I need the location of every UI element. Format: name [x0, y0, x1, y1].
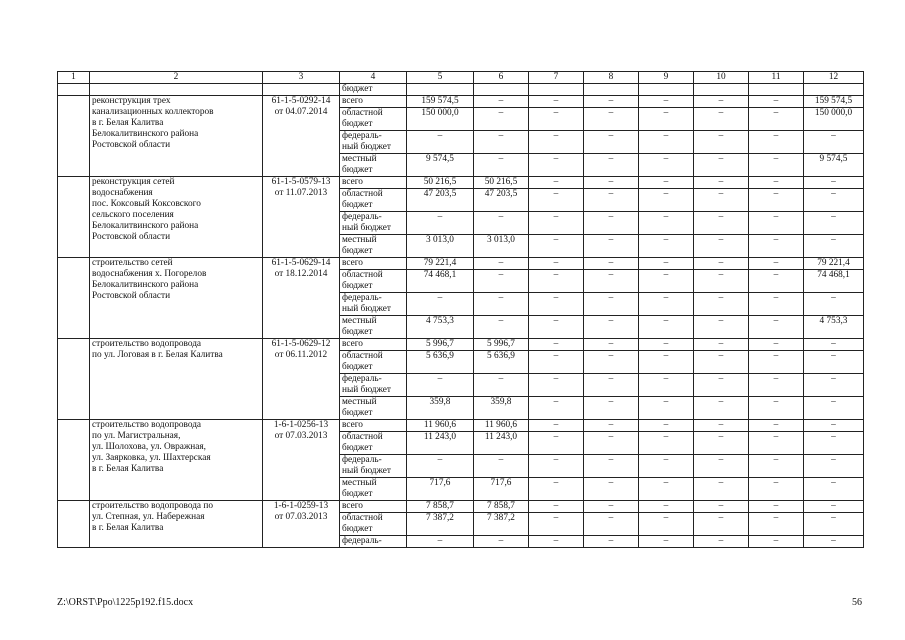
value-cell-col-11: –: [749, 154, 804, 177]
value-cell-col-8: –: [584, 478, 639, 501]
budget-type-cell: областной бюджет: [340, 513, 407, 536]
document-code-cell: 61-1-5-0579-13 от 11.07.2013: [263, 177, 340, 258]
value-cell-col-5: 9 574,5: [407, 154, 474, 177]
value-cell-col-10: –: [694, 235, 749, 258]
value-cell-col-10: –: [694, 108, 749, 131]
value-cell-col-8: –: [584, 258, 639, 270]
value-cell-col-12: 79 221,4: [804, 258, 864, 270]
value-cell-col-11: –: [749, 177, 804, 189]
value-cell-col-10: –: [694, 258, 749, 270]
document-code-cell: 61-1-5-0629-14 от 18.12.2014: [263, 258, 340, 339]
value-cell-col-5: 50 216,5: [407, 177, 474, 189]
value-cell-col-8: –: [584, 177, 639, 189]
value-cell-col-11: –: [749, 293, 804, 316]
value-cell-col-9: –: [639, 351, 694, 374]
value-cell-col-5: –: [407, 131, 474, 154]
value-cell-col-5: 717,6: [407, 478, 474, 501]
value-cell-col-9: –: [639, 154, 694, 177]
budget-table: [57, 71, 864, 548]
object-name-cell: строительство сетей водоснабжения х. Погорелов Белокалитвинского района Ростовской области: [90, 258, 263, 339]
budget-type-cell: областной бюджет: [340, 270, 407, 293]
value-cell-col-8: –: [584, 189, 639, 212]
value-cell-col-12: 150 000,0: [804, 108, 864, 131]
object-name-cell: строительство водопровода по ул. Логовая в г. Белая Калитва: [90, 339, 263, 420]
budget-type-cell: всего: [340, 258, 407, 270]
value-cell-col-6: 50 216,5: [474, 177, 529, 189]
value-cell-col-9: –: [639, 420, 694, 432]
value-cell-col-5: 79 221,4: [407, 258, 474, 270]
value-cell-col-8: –: [584, 351, 639, 374]
budget-type-cell: местный бюджет: [340, 235, 407, 258]
value-cell-col-12: –: [804, 536, 864, 548]
value-cell-col-12: –: [804, 501, 864, 513]
value-cell-col-11: –: [749, 455, 804, 478]
budget-type-cell: областной бюджет: [340, 351, 407, 374]
value-cell-col-5: 5 636,9: [407, 351, 474, 374]
value-cell-col-8: –: [584, 455, 639, 478]
value-cell-col-6: 359,8: [474, 397, 529, 420]
header-col-3: 3: [263, 72, 340, 84]
value-cell-col-10: –: [694, 339, 749, 351]
value-cell-col-6: –: [474, 270, 529, 293]
value-cell-col-9: –: [639, 536, 694, 548]
value-cell-col-10: –: [694, 189, 749, 212]
header-col-4: 4: [340, 72, 407, 84]
continued-row: [58, 84, 864, 96]
value-cell-col-8: –: [584, 339, 639, 351]
value-cell-col-8: –: [584, 96, 639, 108]
value-cell-col-8: –: [584, 432, 639, 455]
value-cell-col-7: –: [529, 501, 584, 513]
value-cell-col-10: –: [694, 397, 749, 420]
value-cell-col-10: –: [694, 154, 749, 177]
value-cell-col-9: –: [639, 177, 694, 189]
value-cell-col-6: 5 996,7: [474, 339, 529, 351]
value-cell-col-9: –: [639, 397, 694, 420]
value-cell-col-6: –: [474, 108, 529, 131]
value-cell-col-11: –: [749, 351, 804, 374]
value-cell-col-7: –: [529, 420, 584, 432]
table-row: [58, 339, 864, 351]
value-cell-col-5: 11 960,6: [407, 420, 474, 432]
value-cell-col-10: –: [694, 212, 749, 235]
value-cell-col-11: –: [749, 478, 804, 501]
budget-type-cell: всего: [340, 501, 407, 513]
value-cell-col-5: 7 858,7: [407, 501, 474, 513]
budget-type-cell: областной бюджет: [340, 189, 407, 212]
value-cell-col-6: –: [474, 536, 529, 548]
value-cell-col-11: –: [749, 432, 804, 455]
budget-type-cell: всего: [340, 96, 407, 108]
value-cell-col-12: –: [804, 420, 864, 432]
value-cell-col-10: –: [694, 478, 749, 501]
value-cell-col-11: –: [749, 501, 804, 513]
value-cell-col-6: 11 960,6: [474, 420, 529, 432]
object-name-cell: реконструкция сетей водоснабжения пос. Коксовый Коксовского сельского поселения Белокалитвинского района Ростовской области: [90, 177, 263, 258]
value-cell-col-6: 7 387,2: [474, 513, 529, 536]
value-cell-col-11: –: [749, 316, 804, 339]
value-cell-col-12: –: [804, 177, 864, 189]
value-cell-col-7: –: [529, 189, 584, 212]
value-cell-col-9: –: [639, 270, 694, 293]
document-code-cell: 1-6-1-0256-13 от 07.03.2013: [263, 420, 340, 501]
value-cell-col-12: –: [804, 339, 864, 351]
value-cell-col-8: –: [584, 374, 639, 397]
value-cell-col-10: –: [694, 96, 749, 108]
value-cell-col-12: 159 574,5: [804, 96, 864, 108]
value-cell-col-7: –: [529, 374, 584, 397]
value-cell-col-6: –: [474, 258, 529, 270]
budget-type-cell: федераль-: [340, 536, 407, 548]
value-cell-col-11: –: [749, 131, 804, 154]
value-cell-col-9: –: [639, 212, 694, 235]
header-col-1: 1: [58, 72, 90, 84]
value-cell-col-9: –: [639, 96, 694, 108]
header-col-12: 12: [804, 72, 864, 84]
value-cell-col-7: –: [529, 293, 584, 316]
footer-file-path: Z:\ORST\Ppo\1225p192.f15.docx: [57, 597, 194, 608]
value-cell-col-6: 3 013,0: [474, 235, 529, 258]
object-name-cell: строительство водопровода по ул. Магистральная, ул. Шолохова, ул. Овражная, ул. Заярковка, ул. Шахтерская в г. Белая Калитва: [90, 420, 263, 501]
value-cell-col-7: –: [529, 455, 584, 478]
header-col-11: 11: [749, 72, 804, 84]
table-row: [58, 258, 864, 270]
table-row: [58, 501, 864, 513]
value-cell-col-7: –: [529, 351, 584, 374]
value-cell-col-9: –: [639, 108, 694, 131]
value-cell-col-8: –: [584, 293, 639, 316]
value-cell-col-10: –: [694, 536, 749, 548]
value-cell-col-11: –: [749, 258, 804, 270]
value-cell-col-12: –: [804, 235, 864, 258]
value-cell-col-10: –: [694, 293, 749, 316]
value-cell-col-5: 74 468,1: [407, 270, 474, 293]
value-cell-col-5: 150 000,0: [407, 108, 474, 131]
value-cell-col-9: –: [639, 374, 694, 397]
value-cell-col-11: –: [749, 189, 804, 212]
value-cell-col-7: –: [529, 235, 584, 258]
value-cell-col-12: –: [804, 351, 864, 374]
value-cell-col-5: –: [407, 374, 474, 397]
budget-type-cell: бюджет: [340, 84, 407, 96]
header-col-10: 10: [694, 72, 749, 84]
value-cell-col-5: 4 753,3: [407, 316, 474, 339]
value-cell-col-7: –: [529, 513, 584, 536]
budget-type-cell: областной бюджет: [340, 432, 407, 455]
budget-type-cell: федераль- ный бюджет: [340, 293, 407, 316]
value-cell-col-9: –: [639, 258, 694, 270]
value-cell-col-9: –: [639, 501, 694, 513]
budget-type-cell: федераль- ный бюджет: [340, 131, 407, 154]
value-cell-col-9: –: [639, 189, 694, 212]
value-cell-col-7: –: [529, 108, 584, 131]
value-cell-col-7: –: [529, 316, 584, 339]
budget-type-cell: федераль- ный бюджет: [340, 212, 407, 235]
value-cell-col-5: –: [407, 293, 474, 316]
value-cell-col-9: –: [639, 513, 694, 536]
value-cell-col-6: –: [474, 212, 529, 235]
value-cell-col-10: –: [694, 513, 749, 536]
value-cell-col-11: –: [749, 212, 804, 235]
value-cell-col-12: –: [804, 293, 864, 316]
value-cell-col-7: –: [529, 432, 584, 455]
value-cell-col-11: –: [749, 270, 804, 293]
value-cell-col-9: –: [639, 293, 694, 316]
document-code-cell: 1-6-1-0259-13 от 07.03.2013: [263, 501, 340, 548]
budget-type-cell: всего: [340, 177, 407, 189]
object-name-cell: строительство водопровода по ул. Степная, ул. Набережная в г. Белая Калитва: [90, 501, 263, 548]
value-cell-col-10: –: [694, 455, 749, 478]
value-cell-col-7: –: [529, 397, 584, 420]
value-cell-col-7: –: [529, 270, 584, 293]
value-cell-col-12: –: [804, 432, 864, 455]
value-cell-col-6: –: [474, 374, 529, 397]
value-cell-col-8: –: [584, 536, 639, 548]
value-cell-col-6: 7 858,7: [474, 501, 529, 513]
value-cell-col-10: –: [694, 351, 749, 374]
value-cell-col-5: 3 013,0: [407, 235, 474, 258]
header-row: [58, 72, 864, 84]
value-cell-col-7: –: [529, 154, 584, 177]
value-cell-col-8: –: [584, 212, 639, 235]
value-cell-col-7: –: [529, 212, 584, 235]
value-cell-col-11: –: [749, 96, 804, 108]
value-cell-col-12: –: [804, 189, 864, 212]
value-cell-col-10: –: [694, 374, 749, 397]
header-col-8: 8: [584, 72, 639, 84]
value-cell-col-8: –: [584, 108, 639, 131]
value-cell-col-7: –: [529, 131, 584, 154]
value-cell-col-6: –: [474, 131, 529, 154]
value-cell-col-6: –: [474, 293, 529, 316]
value-cell-col-8: –: [584, 235, 639, 258]
value-cell-col-6: 5 636,9: [474, 351, 529, 374]
document-code-cell: 61-1-5-0629-12 от 06.11.2012: [263, 339, 340, 420]
value-cell-col-11: –: [749, 513, 804, 536]
header-col-5: 5: [407, 72, 474, 84]
value-cell-col-7: –: [529, 177, 584, 189]
value-cell-col-11: –: [749, 108, 804, 131]
value-cell-col-12: 74 468,1: [804, 270, 864, 293]
value-cell-col-6: 717,6: [474, 478, 529, 501]
object-name-cell: реконструкция трех канализационных коллекторов в г. Белая Калитва Белокалитвинского района Ростовской области: [90, 96, 263, 177]
value-cell-col-5: –: [407, 536, 474, 548]
value-cell-col-12: –: [804, 513, 864, 536]
value-cell-col-10: –: [694, 501, 749, 513]
header-col-7: 7: [529, 72, 584, 84]
value-cell-col-6: 47 203,5: [474, 189, 529, 212]
value-cell-col-7: –: [529, 96, 584, 108]
value-cell-col-8: –: [584, 316, 639, 339]
value-cell-col-11: –: [749, 420, 804, 432]
value-cell-col-8: –: [584, 397, 639, 420]
value-cell-col-8: –: [584, 131, 639, 154]
budget-type-cell: областной бюджет: [340, 108, 407, 131]
value-cell-col-12: –: [804, 374, 864, 397]
value-cell-col-5: 47 203,5: [407, 189, 474, 212]
value-cell-col-7: –: [529, 258, 584, 270]
value-cell-col-11: –: [749, 235, 804, 258]
value-cell-col-6: –: [474, 455, 529, 478]
header-col-6: 6: [474, 72, 529, 84]
document-code-cell: 61-1-5-0292-14 от 04.07.2014: [263, 96, 340, 177]
header-col-2: 2: [90, 72, 263, 84]
value-cell-col-9: –: [639, 131, 694, 154]
value-cell-col-12: 9 574,5: [804, 154, 864, 177]
value-cell-col-12: –: [804, 131, 864, 154]
value-cell-col-12: –: [804, 212, 864, 235]
budget-type-cell: местный бюджет: [340, 397, 407, 420]
value-cell-col-5: 11 243,0: [407, 432, 474, 455]
value-cell-col-6: –: [474, 154, 529, 177]
budget-type-cell: федераль- ный бюджет: [340, 455, 407, 478]
value-cell-col-10: –: [694, 316, 749, 339]
value-cell-col-10: –: [694, 177, 749, 189]
value-cell-col-8: –: [584, 154, 639, 177]
value-cell-col-5: 359,8: [407, 397, 474, 420]
table-row: [58, 96, 864, 108]
value-cell-col-6: 11 243,0: [474, 432, 529, 455]
value-cell-col-5: 159 574,5: [407, 96, 474, 108]
value-cell-col-6: –: [474, 96, 529, 108]
value-cell-col-12: 4 753,3: [804, 316, 864, 339]
value-cell-col-9: –: [639, 316, 694, 339]
budget-type-cell: федераль- ный бюджет: [340, 374, 407, 397]
value-cell-col-12: –: [804, 455, 864, 478]
value-cell-col-10: –: [694, 420, 749, 432]
value-cell-col-5: –: [407, 212, 474, 235]
table-row: [58, 420, 864, 432]
value-cell-col-8: –: [584, 513, 639, 536]
value-cell-col-9: –: [639, 455, 694, 478]
value-cell-col-11: –: [749, 397, 804, 420]
value-cell-col-10: –: [694, 131, 749, 154]
value-cell-col-8: –: [584, 501, 639, 513]
value-cell-col-7: –: [529, 536, 584, 548]
value-cell-col-9: –: [639, 235, 694, 258]
value-cell-col-11: –: [749, 536, 804, 548]
value-cell-col-9: –: [639, 339, 694, 351]
value-cell-col-7: –: [529, 339, 584, 351]
value-cell-col-10: –: [694, 270, 749, 293]
value-cell-col-6: –: [474, 316, 529, 339]
budget-type-cell: всего: [340, 339, 407, 351]
value-cell-col-7: –: [529, 478, 584, 501]
value-cell-col-11: –: [749, 339, 804, 351]
value-cell-col-5: –: [407, 455, 474, 478]
value-cell-col-10: –: [694, 432, 749, 455]
value-cell-col-5: 5 996,7: [407, 339, 474, 351]
value-cell-col-9: –: [639, 478, 694, 501]
header-col-9: 9: [639, 72, 694, 84]
value-cell-col-8: –: [584, 420, 639, 432]
budget-type-cell: местный бюджет: [340, 478, 407, 501]
value-cell-col-11: –: [749, 374, 804, 397]
table-row: [58, 177, 864, 189]
value-cell-col-12: –: [804, 478, 864, 501]
budget-type-cell: местный бюджет: [340, 154, 407, 177]
value-cell-col-5: 7 387,2: [407, 513, 474, 536]
budget-type-cell: местный бюджет: [340, 316, 407, 339]
value-cell-col-8: –: [584, 270, 639, 293]
value-cell-col-9: –: [639, 432, 694, 455]
budget-type-cell: всего: [340, 420, 407, 432]
value-cell-col-12: –: [804, 397, 864, 420]
footer-page-number: 56: [852, 597, 862, 608]
